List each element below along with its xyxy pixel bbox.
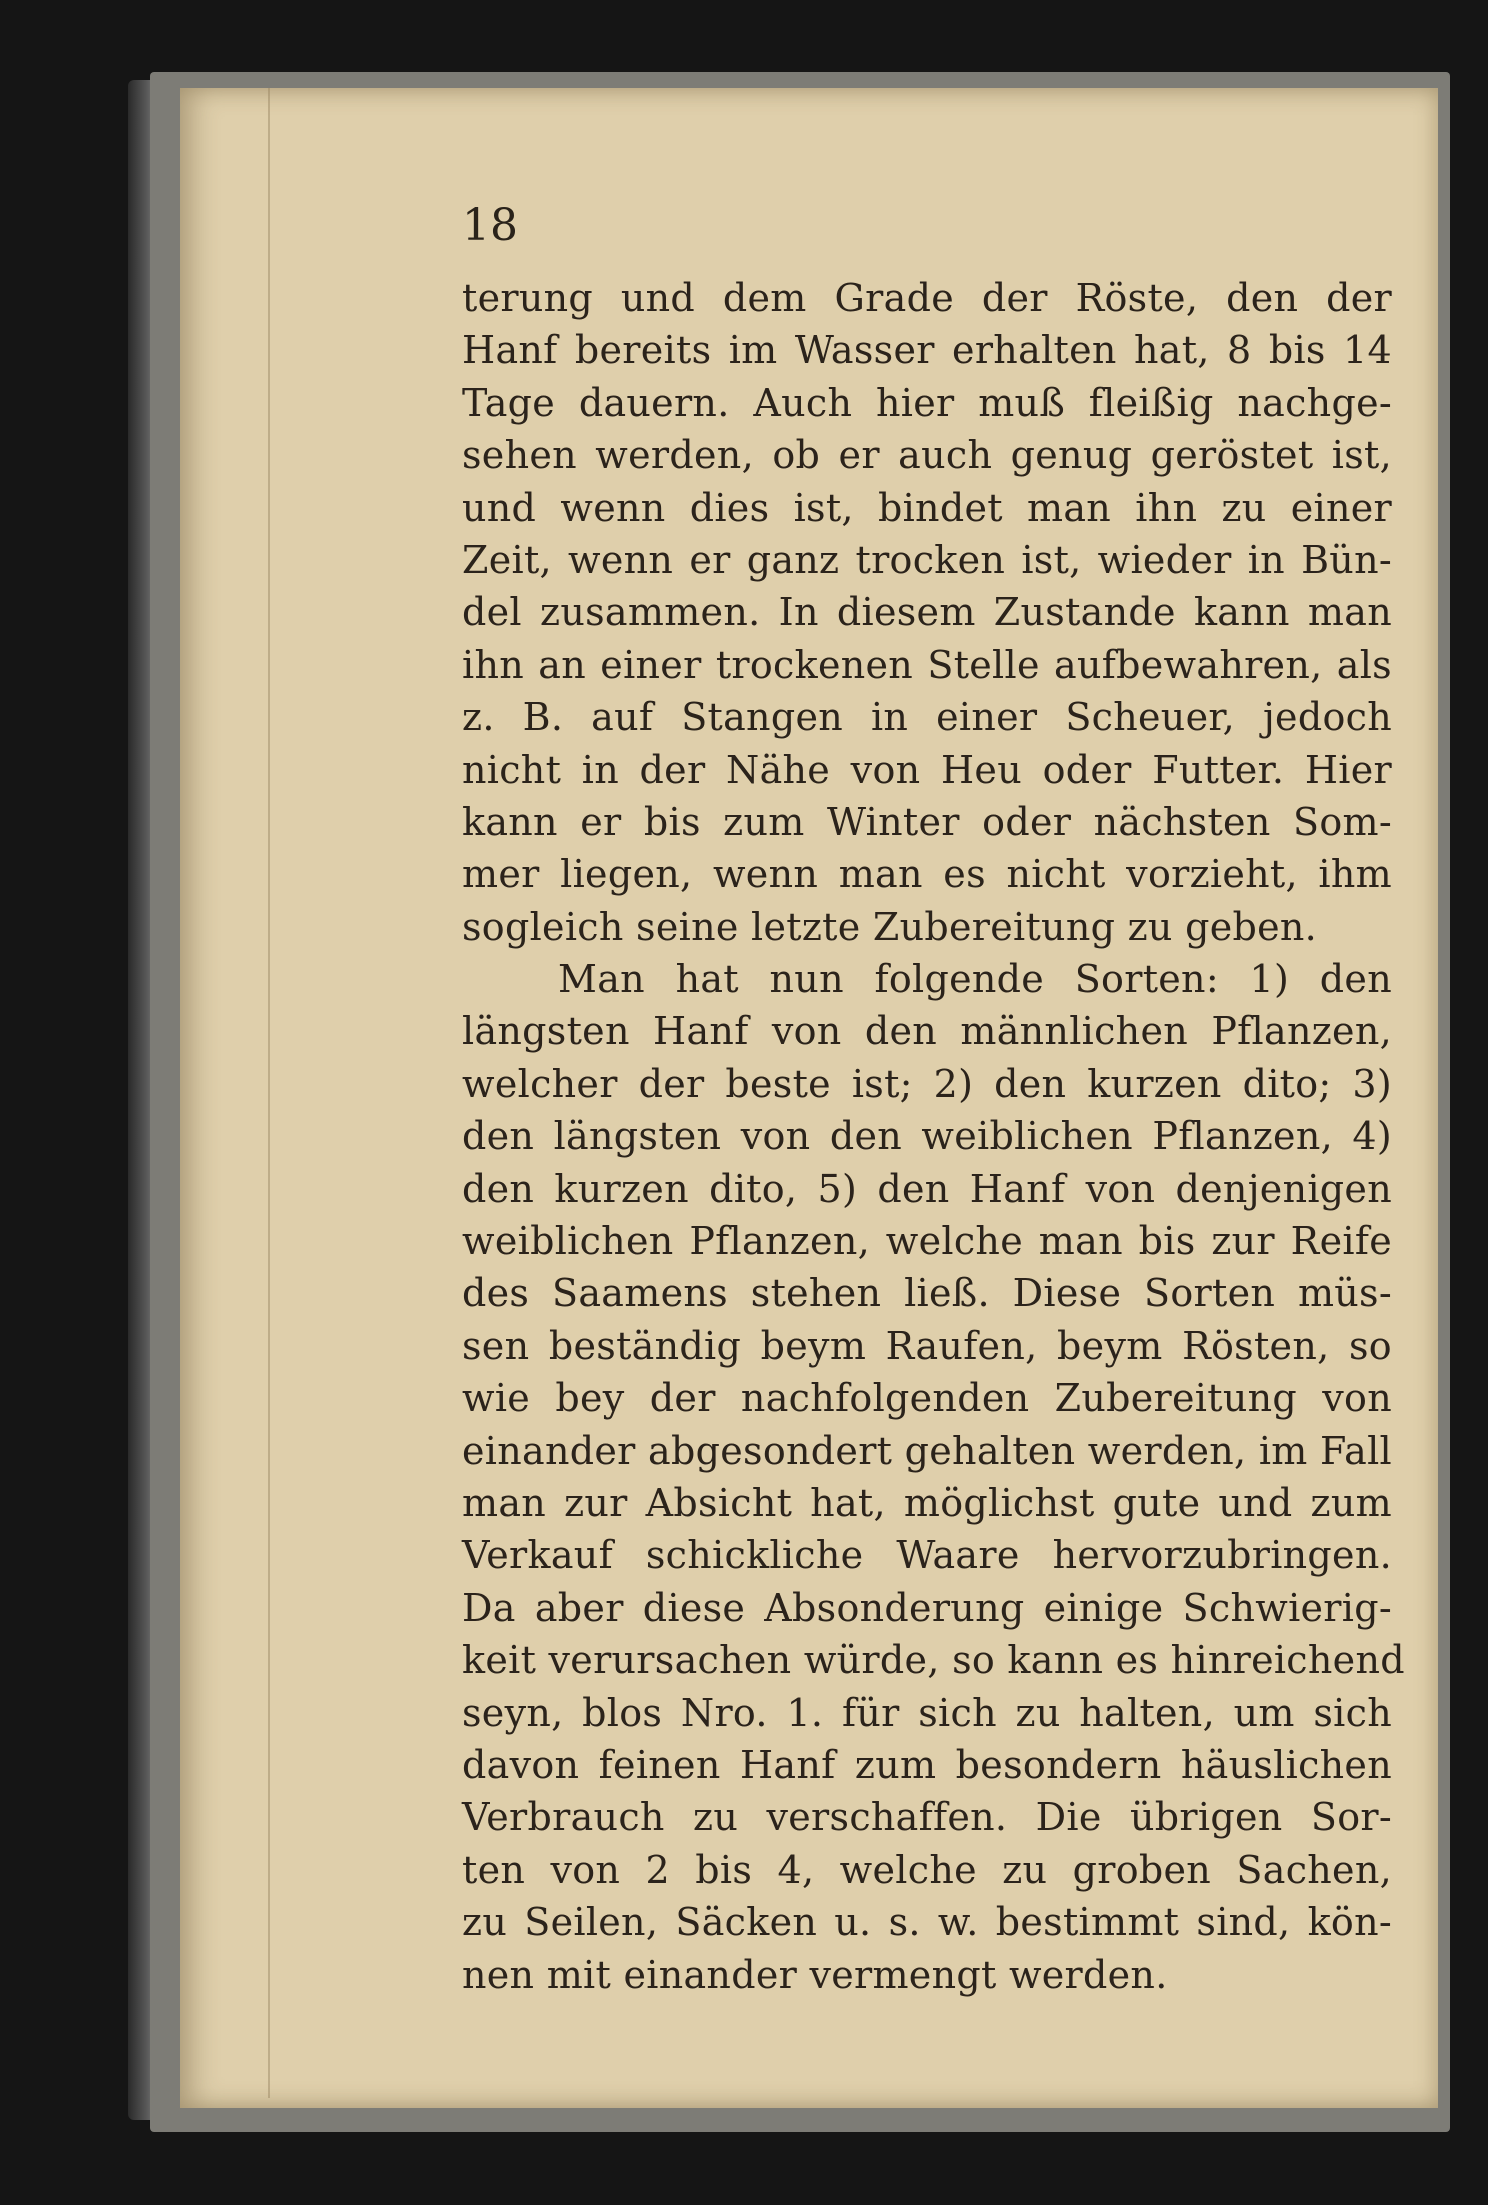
text-line: Da aber diese Absonderung einige Schwierig-: [462, 1585, 1392, 1630]
text-line: sehen werden, ob er auch genug geröstet ist,: [462, 433, 1392, 478]
text-line: Tage dauern. Auch hier muß fleißig nachge-: [462, 380, 1392, 425]
text-line: Hanf bereits im Wasser erhalten hat, 8 bis 14: [462, 328, 1392, 373]
text-line: davon feinen Hanf zum besondern häuslichen: [462, 1742, 1392, 1787]
text-line: z. B. auf Stangen in einer Scheuer, jedoch: [462, 695, 1392, 740]
text-line: ten von 2 bis 4, welche zu groben Sachen,: [462, 1847, 1392, 1892]
text-line: wie bey der nachfolgenden Zubereitung von: [462, 1376, 1392, 1421]
text-line: sen beständig beym Raufen, beym Rösten, so: [462, 1323, 1392, 1368]
page-number: 18: [462, 200, 518, 251]
text-line: Zeit, wenn er ganz trocken ist, wieder in Bün-: [462, 537, 1392, 582]
text-line: längsten Hanf von den männlichen Pflanzen,: [462, 1009, 1392, 1054]
text-line: Verkauf schickliche Waare hervorzubringen.: [462, 1533, 1392, 1578]
text-line: sogleich seine letzte Zubereitung zu geben.: [462, 904, 1318, 949]
text-line: seyn, blos Nro. 1. für sich zu halten, um sich: [462, 1690, 1392, 1735]
text-line: welcher der beste ist; 2) den kurzen dito; 3): [462, 1061, 1392, 1106]
text-line: Man hat nun folgende Sorten: 1) den: [558, 957, 1392, 1002]
text-line: nicht in der Nähe von Heu oder Futter. Hier: [462, 747, 1392, 792]
text-line: man zur Absicht hat, möglichst gute und zum: [462, 1480, 1392, 1525]
text-line: ihn an einer trockenen Stelle aufbewahren, als: [462, 642, 1392, 687]
text-line: zu Seilen, Säcken u. s. w. bestimmt sind, kön-: [462, 1900, 1392, 1945]
text-line: einander abgesondert gehalten werden, im Fall: [462, 1428, 1392, 1473]
text-line: den kurzen dito, 5) den Hanf von denjenigen: [462, 1166, 1392, 1211]
body-text: [462, 272, 1405, 2001]
text-line: terung und dem Grade der Röste, den der: [462, 276, 1392, 320]
text-line: nen mit einander vermengt werden.: [462, 1952, 1168, 1997]
text-line: kann er bis zum Winter oder nächsten Som-: [462, 799, 1392, 844]
text-line: keit verursachen würde, so kann es hinreichend: [462, 1638, 1405, 1683]
text-line: Verbrauch zu verschaffen. Die übrigen Sor-: [462, 1795, 1392, 1840]
text-line: den längsten von den weiblichen Pflanzen, 4): [462, 1114, 1392, 1159]
text-line: weiblichen Pflanzen, welche man bis zur Reife: [462, 1219, 1392, 1264]
text-line: del zusammen. In diesem Zustande kann man: [462, 590, 1392, 635]
text-line: des Saamens stehen ließ. Diese Sorten müs-: [462, 1271, 1392, 1316]
text-line: und wenn dies ist, bindet man ihn zu einer: [462, 485, 1392, 530]
text-line: mer liegen, wenn man es nicht vorzieht, ihm: [462, 852, 1392, 897]
page-fold-line: [268, 88, 270, 2098]
